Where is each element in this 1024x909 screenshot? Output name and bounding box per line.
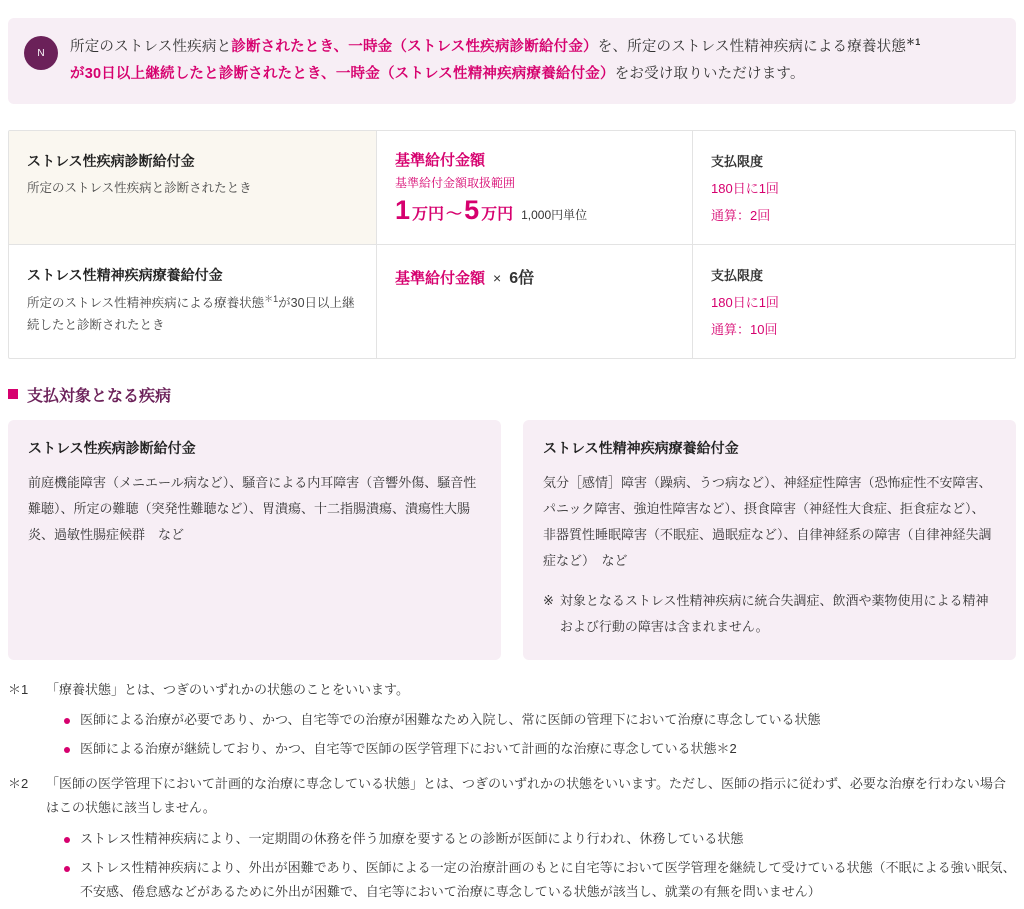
footnote-mark: ＊2 [8,775,29,791]
section-heading-label: 支払対象となる疾病 [27,387,172,405]
benefits-table [8,130,1016,359]
benefit-condition-b: が30日以上継続したと診断されたとき [27,295,355,332]
benefit-limit-cell [693,245,1015,358]
amount-min-number: 1 [395,194,411,225]
benefit-title: ストレス性疾病診断給付金 [27,152,195,169]
banner-text [70,34,920,88]
amount-base-label: 基準給付金額 [395,269,486,287]
banner-line2-b: をお受け取りいただけます。 [614,65,805,82]
list-item: ストレス性精神疾病により、一定期間の休務を伴う加療を要するとの診断が医師により行われ、休務している状態 [64,827,1016,852]
card-note-text: 対象となるストレス性精神疾病に統合失調症、飲酒や薬物使用による精神および行動の障害は含まれません。 [559,592,989,634]
limit-line-2: 通算：10回 [711,321,778,337]
amount-label: 基準給付金額 [395,151,486,169]
benefit-condition-superscript: ＊1 [264,293,279,304]
footnote-text: 「療養状態」とは、つぎのいずれかの状態のことをいいます。 [46,681,409,697]
limit-line-2: 通算：2回 [711,207,771,223]
banner-line1-highlight: 診断されたとき、一時金（ストレス性疾病診断給付金） [231,39,598,55]
amount-range-label: 基準給付金額取扱範囲 [395,175,516,190]
amount-max-number: 5 [464,194,480,225]
table-row [9,245,1015,358]
card-body: 前庭機能障害（メニエール病など）、騒音による内耳障害（音響外傷、騒音性難聴）、所定の難聴（突発性難聴など）、胃潰瘍、十二指腸潰瘍、潰瘍性大腸炎、過敏性腸症候群 など [28,474,477,542]
amount-times-symbol: × [493,269,502,286]
footnotes [8,678,1016,909]
amount-multiplier: 6倍 [509,269,535,287]
banner-line2-highlight: が30日以上継続したと診断されたとき、一時金（ストレス性精神疾病療養給付金） [70,65,615,82]
note-mark-icon: ※ [543,592,554,608]
list-item: 医師による治療が必要であり、かつ、自宅等での治療が困難なため入院し、常に医師の管理下において治療に専念している状態 [64,708,1016,733]
benefit-condition-a: 所定のストレス性精神疾病による療養状態 [27,295,265,310]
banner-line1-a: 所定のストレス性疾病と [70,39,232,55]
amount-formula [395,263,674,288]
card-body: 気分［感情］障害（躁病、うつ病など）、神経症性障害（恐怖症性不安障害、パニック障害、強迫性障害など）、摂食障害（神経性大食症、拒食症など）、非器質性睡眠障害（不眠症、過眠症など）、自律神経系の障害（自律神経失調症など） など [543,474,992,568]
benefit-name-cell [9,245,377,358]
benefit-amount-cell [377,245,693,358]
limit-line-1: 180日に1回 [711,294,779,310]
benefit-condition [27,292,358,337]
list-item: ストレス性精神疾病により、外出が困難であり、医師による一定の治療計画のもとに自宅等において医学管理を継続して受けている状態（不眠による強い眠気、不安感、倦怠感などがあるために外出が困難で、自宅等において治療に専念している状態が該当し、就業の有無を問いません） [64,856,1016,905]
disease-card [523,420,1016,660]
card-title: ストレス性疾病診断給付金 [28,439,196,456]
amount-max-unit: 万円 [481,205,514,223]
footnote [8,772,1016,909]
card-note [543,588,996,640]
disease-cards [8,420,1016,660]
benefit-name-cell [9,131,377,244]
table-row [9,131,1015,245]
nurse-avatar-icon [24,36,58,70]
footnote-mark: ＊1 [8,681,29,697]
benefit-amount-cell [377,131,693,244]
amount-unit-note: 1,000円単位 [521,207,588,222]
amount-range [395,194,674,225]
footnote-text: 「医師の医学管理下において計画的な治療に専念している状態」とは、つぎのいずれかの状態をいいます。ただし、医師の指示に従わず、必要な治療を行わない場合はこの状態に該当しません。 [46,775,1006,816]
limit-line-1: 180日に1回 [711,180,779,196]
footnote-body [46,678,1016,766]
footnote [8,678,1016,766]
banner-line1-superscript: ＊1 [906,37,921,48]
footnote-body [46,772,1016,909]
amount-tilde: 〜 [446,205,463,223]
benefit-title: ストレス性精神疾病療養給付金 [27,266,223,283]
summary-banner [8,18,1016,104]
footnote-bullet-list [46,708,1016,761]
limit-title: 支払限度 [711,153,764,169]
benefit-limit-cell [693,131,1015,244]
benefit-condition: 所定のストレス性疾病と診断されたとき [27,180,252,195]
disease-card [8,420,501,660]
footnote-bullet-list [46,827,1016,905]
document-page [0,18,1024,900]
avatar-label: N [37,47,45,59]
amount-min-unit: 万円 [412,205,445,223]
section-heading [8,383,1016,406]
square-bullet-icon [8,389,18,399]
card-title: ストレス性精神疾病療養給付金 [543,439,739,456]
list-item: 医師による治療が継続しており、かつ、自宅等で医師の医学管理下において計画的な治療に専念している状態＊2 [64,737,1016,762]
limit-title: 支払限度 [711,267,764,283]
banner-line1-b: を、所定のストレス性精神疾病による療養状態 [597,39,907,55]
